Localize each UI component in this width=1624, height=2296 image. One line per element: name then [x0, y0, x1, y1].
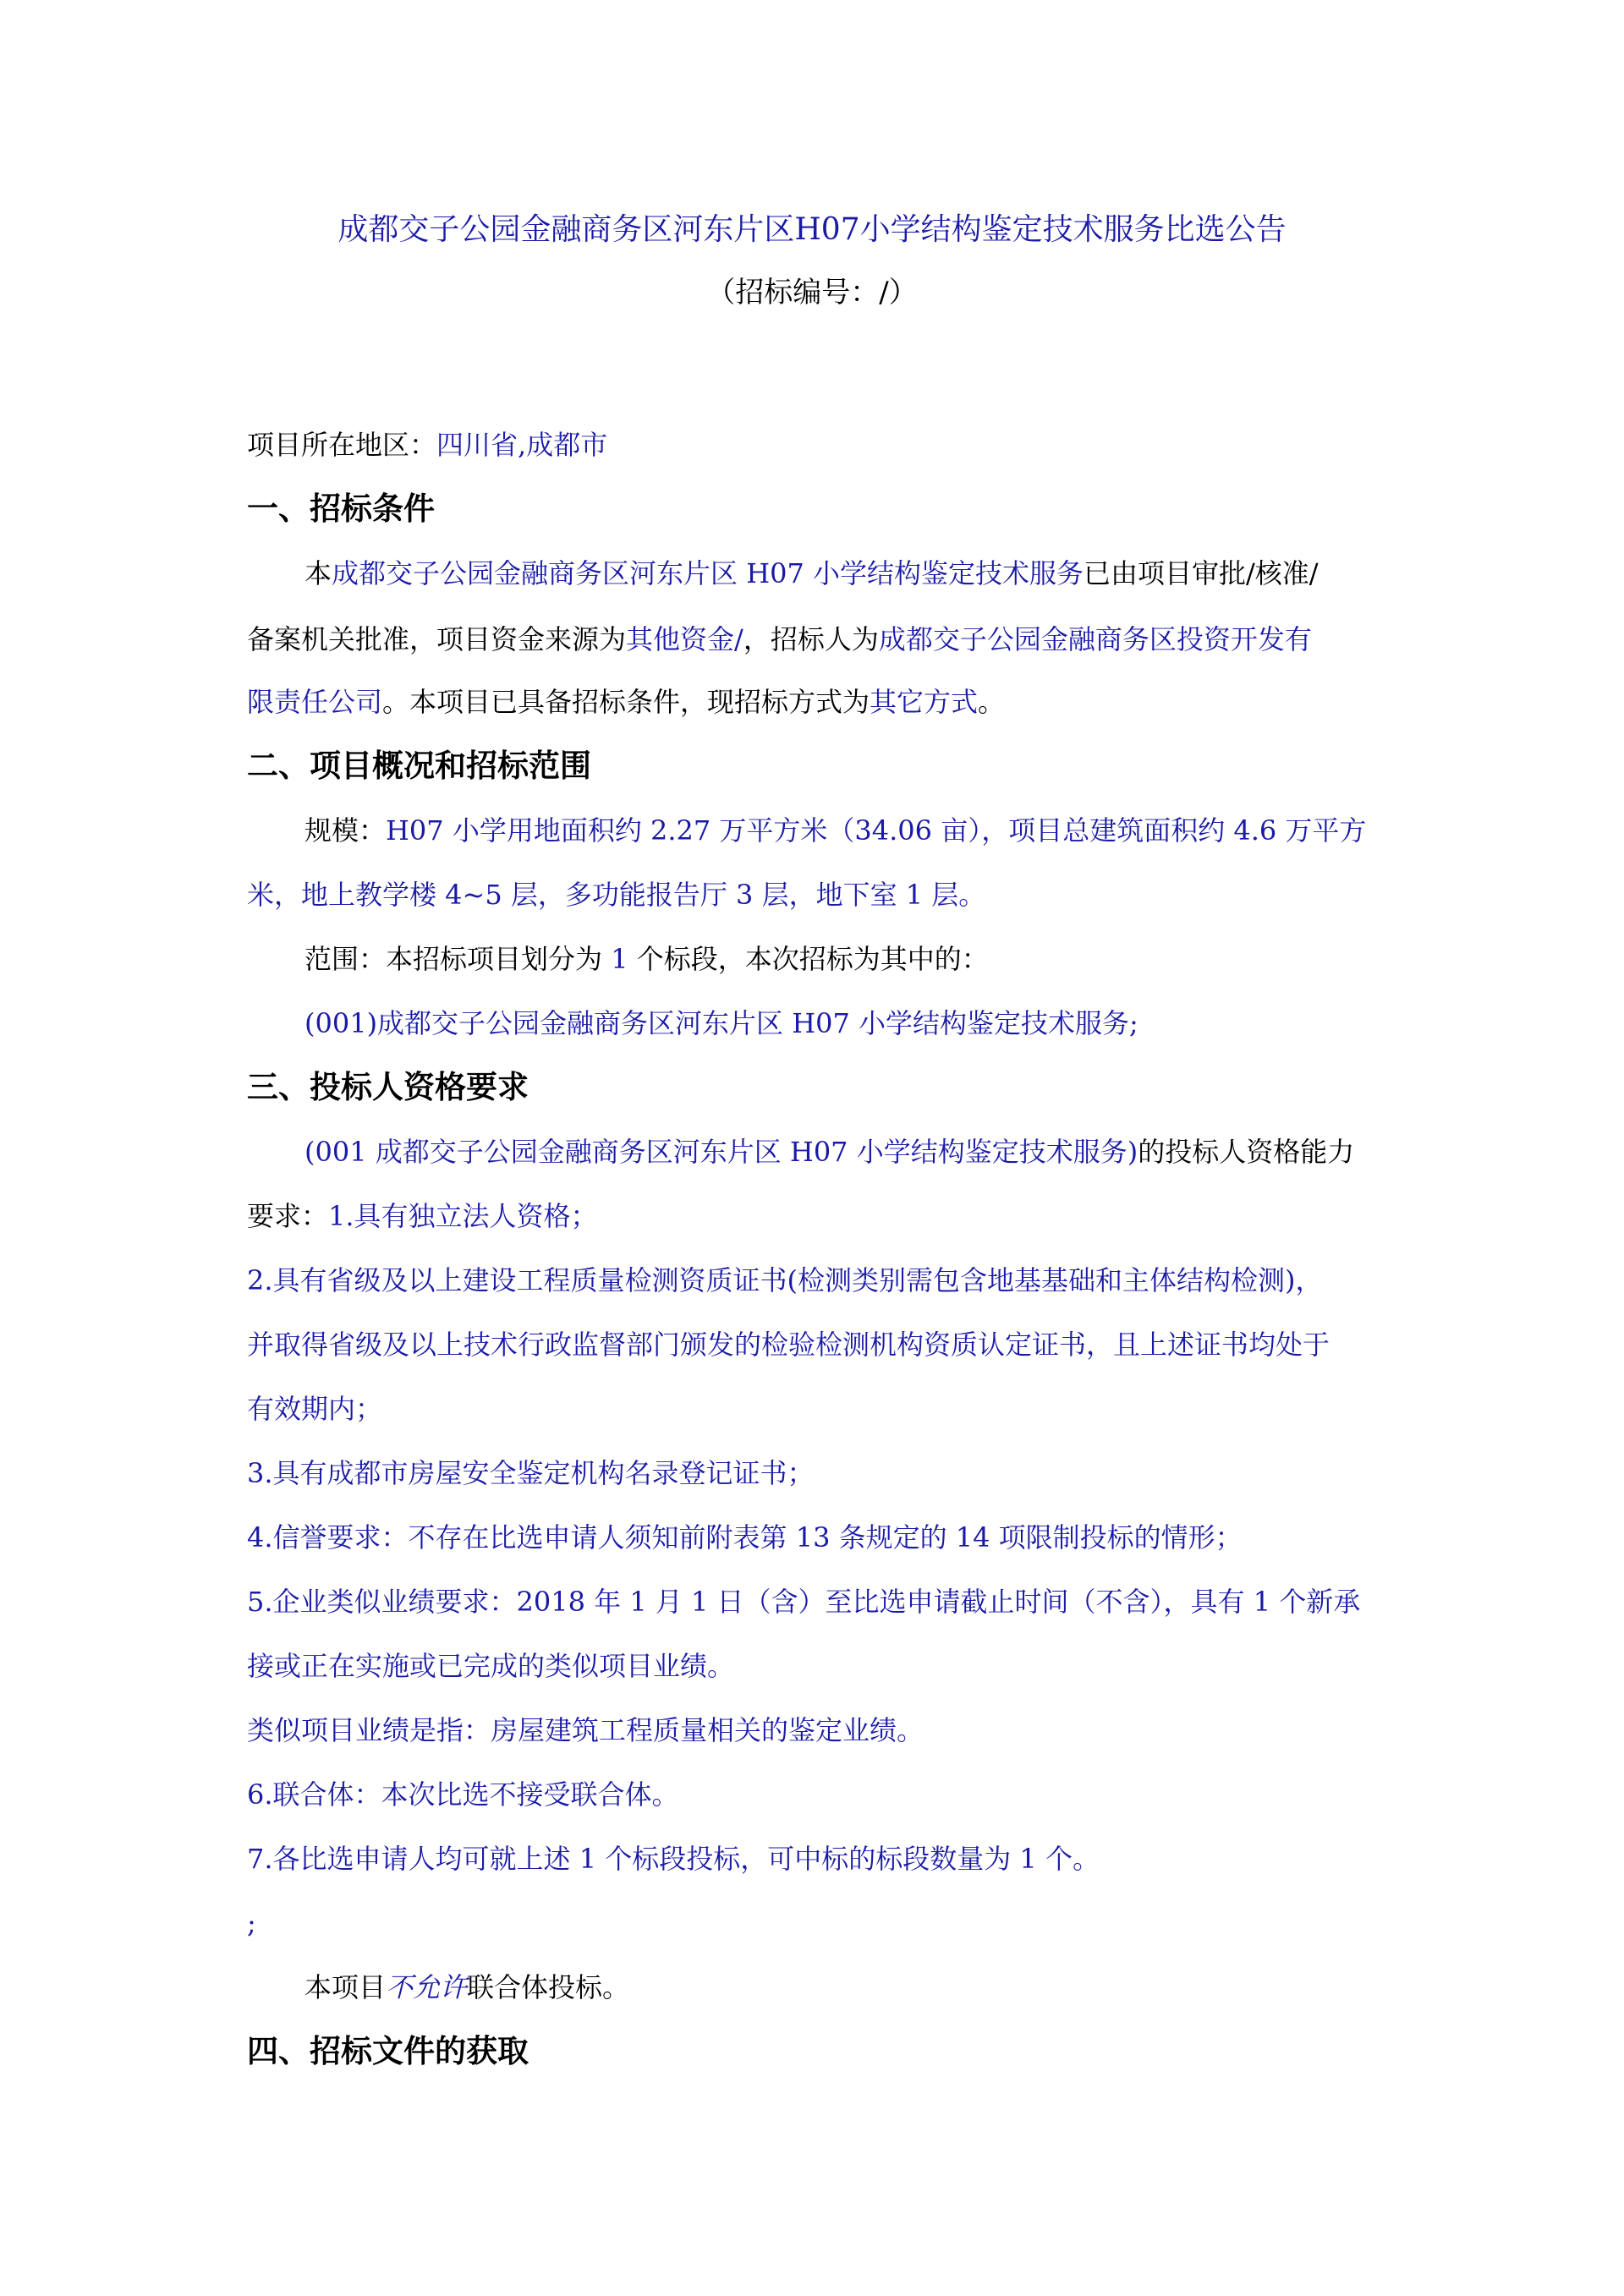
- section1-line-2: [247, 621, 1312, 658]
- qual-item-1: 1.具有独立法人资格；: [328, 1200, 598, 1232]
- qual-lot: (001 成都交子公园金融商务区河东片区 H07 小学结构鉴定技术服务): [304, 1136, 1138, 1168]
- section-heading-4: 四、招标文件的获取: [247, 2033, 529, 2069]
- qual-terminator: ;: [247, 1907, 256, 1939]
- page-title: 成都交子公园金融商务区河东片区H07小学结构鉴定技术服务比选公告: [337, 212, 1287, 247]
- text: 本: [304, 557, 332, 589]
- scale-line-1: [304, 812, 1366, 849]
- qual-item-2-cont: 并取得省级及以上技术行政监督部门颁发的检验检测机构资质认定证书，且上述证书均处于: [247, 1329, 1330, 1361]
- text: 范围：本招标项目划分为: [304, 943, 603, 975]
- qual-item-7: 7.各比选申请人均可就上述 1 个标段投标，可中标的标段数量为 1 个。: [247, 1843, 1100, 1875]
- text: 联合体投标。: [467, 1971, 630, 2003]
- section1-line-1: [304, 555, 1319, 592]
- project-name: 成都交子公园金融商务区河东片区 H07 小学结构鉴定技术服务: [332, 557, 1084, 589]
- range-line: [304, 940, 989, 978]
- scale-text: H07 小学用地面积约 2.27 万平方米（34.06 亩），项目总建筑面积约 4.6 万平方: [386, 814, 1367, 847]
- section1-line-3: [247, 683, 1005, 721]
- qual-item-6: 6.联合体：本次比选不接受联合体。: [247, 1778, 679, 1811]
- text: ，招标人为: [743, 623, 879, 655]
- scale-line-2: 米，地上教学楼 4~5 层，多功能报告厅 3 层，地下室 1 层。: [247, 879, 986, 911]
- tenderer-name-cont: 限责任公司: [247, 686, 383, 718]
- scale-label: 规模：: [304, 814, 387, 847]
- tender-method: 其它方式: [870, 686, 979, 718]
- project-region: [247, 426, 607, 463]
- text: 本项目: [304, 1971, 387, 2003]
- qual-item-2: 2.具有省级及以上建设工程质量检测资质证书(检测类别需包含地基基础和主体结构检测)，: [247, 1264, 1323, 1296]
- section-heading-2: 二、项目概况和招标范围: [247, 748, 591, 784]
- region-label: 项目所在地区：: [247, 429, 437, 461]
- qual-item-3: 3.具有成都市房屋安全鉴定机构名录登记证书；: [247, 1457, 815, 1489]
- text: 要求：: [247, 1200, 329, 1232]
- text: 已由项目审批/核准/: [1084, 557, 1319, 589]
- qual-item-4: 4.信誉要求：不存在比选申请人须知前附表第 13 条规定的 14 项限制投标的情形；: [247, 1521, 1243, 1553]
- qual-item-5: 5.企业类似业绩要求：2018 年 1 月 1 日（含）至比选申请截止时间（不含），具有 1 个新承: [247, 1586, 1361, 1618]
- consortium-value: 不允许: [386, 1971, 468, 2003]
- consortium-line: [304, 1969, 629, 2006]
- text: 。: [978, 686, 1006, 718]
- region-value: 四川省,成都市: [436, 429, 608, 461]
- lot-count: 1: [611, 943, 628, 975]
- tender-number: （招标编号：/）: [706, 276, 918, 310]
- qual-item-2-end: 有效期内；: [247, 1393, 383, 1425]
- section-heading-3: 三、投标人资格要求: [247, 1069, 529, 1105]
- qual-item-5-cont: 接或正在实施或已完成的类似项目业绩。: [247, 1650, 735, 1682]
- tenderer-name: 成都交子公园金融商务区投资开发有: [878, 623, 1312, 655]
- qual-line-2: [247, 1197, 598, 1235]
- section-heading-1: 一、招标条件: [247, 490, 435, 527]
- text: 的投标人资格能力: [1138, 1136, 1355, 1168]
- qual-item-5-note: 类似项目业绩是指：房屋建筑工程质量相关的鉴定业绩。: [247, 1714, 924, 1746]
- text: 个标段，本次招标为其中的：: [636, 943, 989, 975]
- lot-item: (001)成都交子公园金融商务区河东片区 H07 小学结构鉴定技术服务;: [304, 1007, 1138, 1039]
- fund-source: 其他资金/: [626, 623, 743, 655]
- text: 备案机关批准，项目资金来源为: [247, 623, 627, 655]
- qual-line-1: [304, 1133, 1354, 1170]
- text: 。本项目已具备招标条件，现招标方式为: [382, 686, 870, 718]
